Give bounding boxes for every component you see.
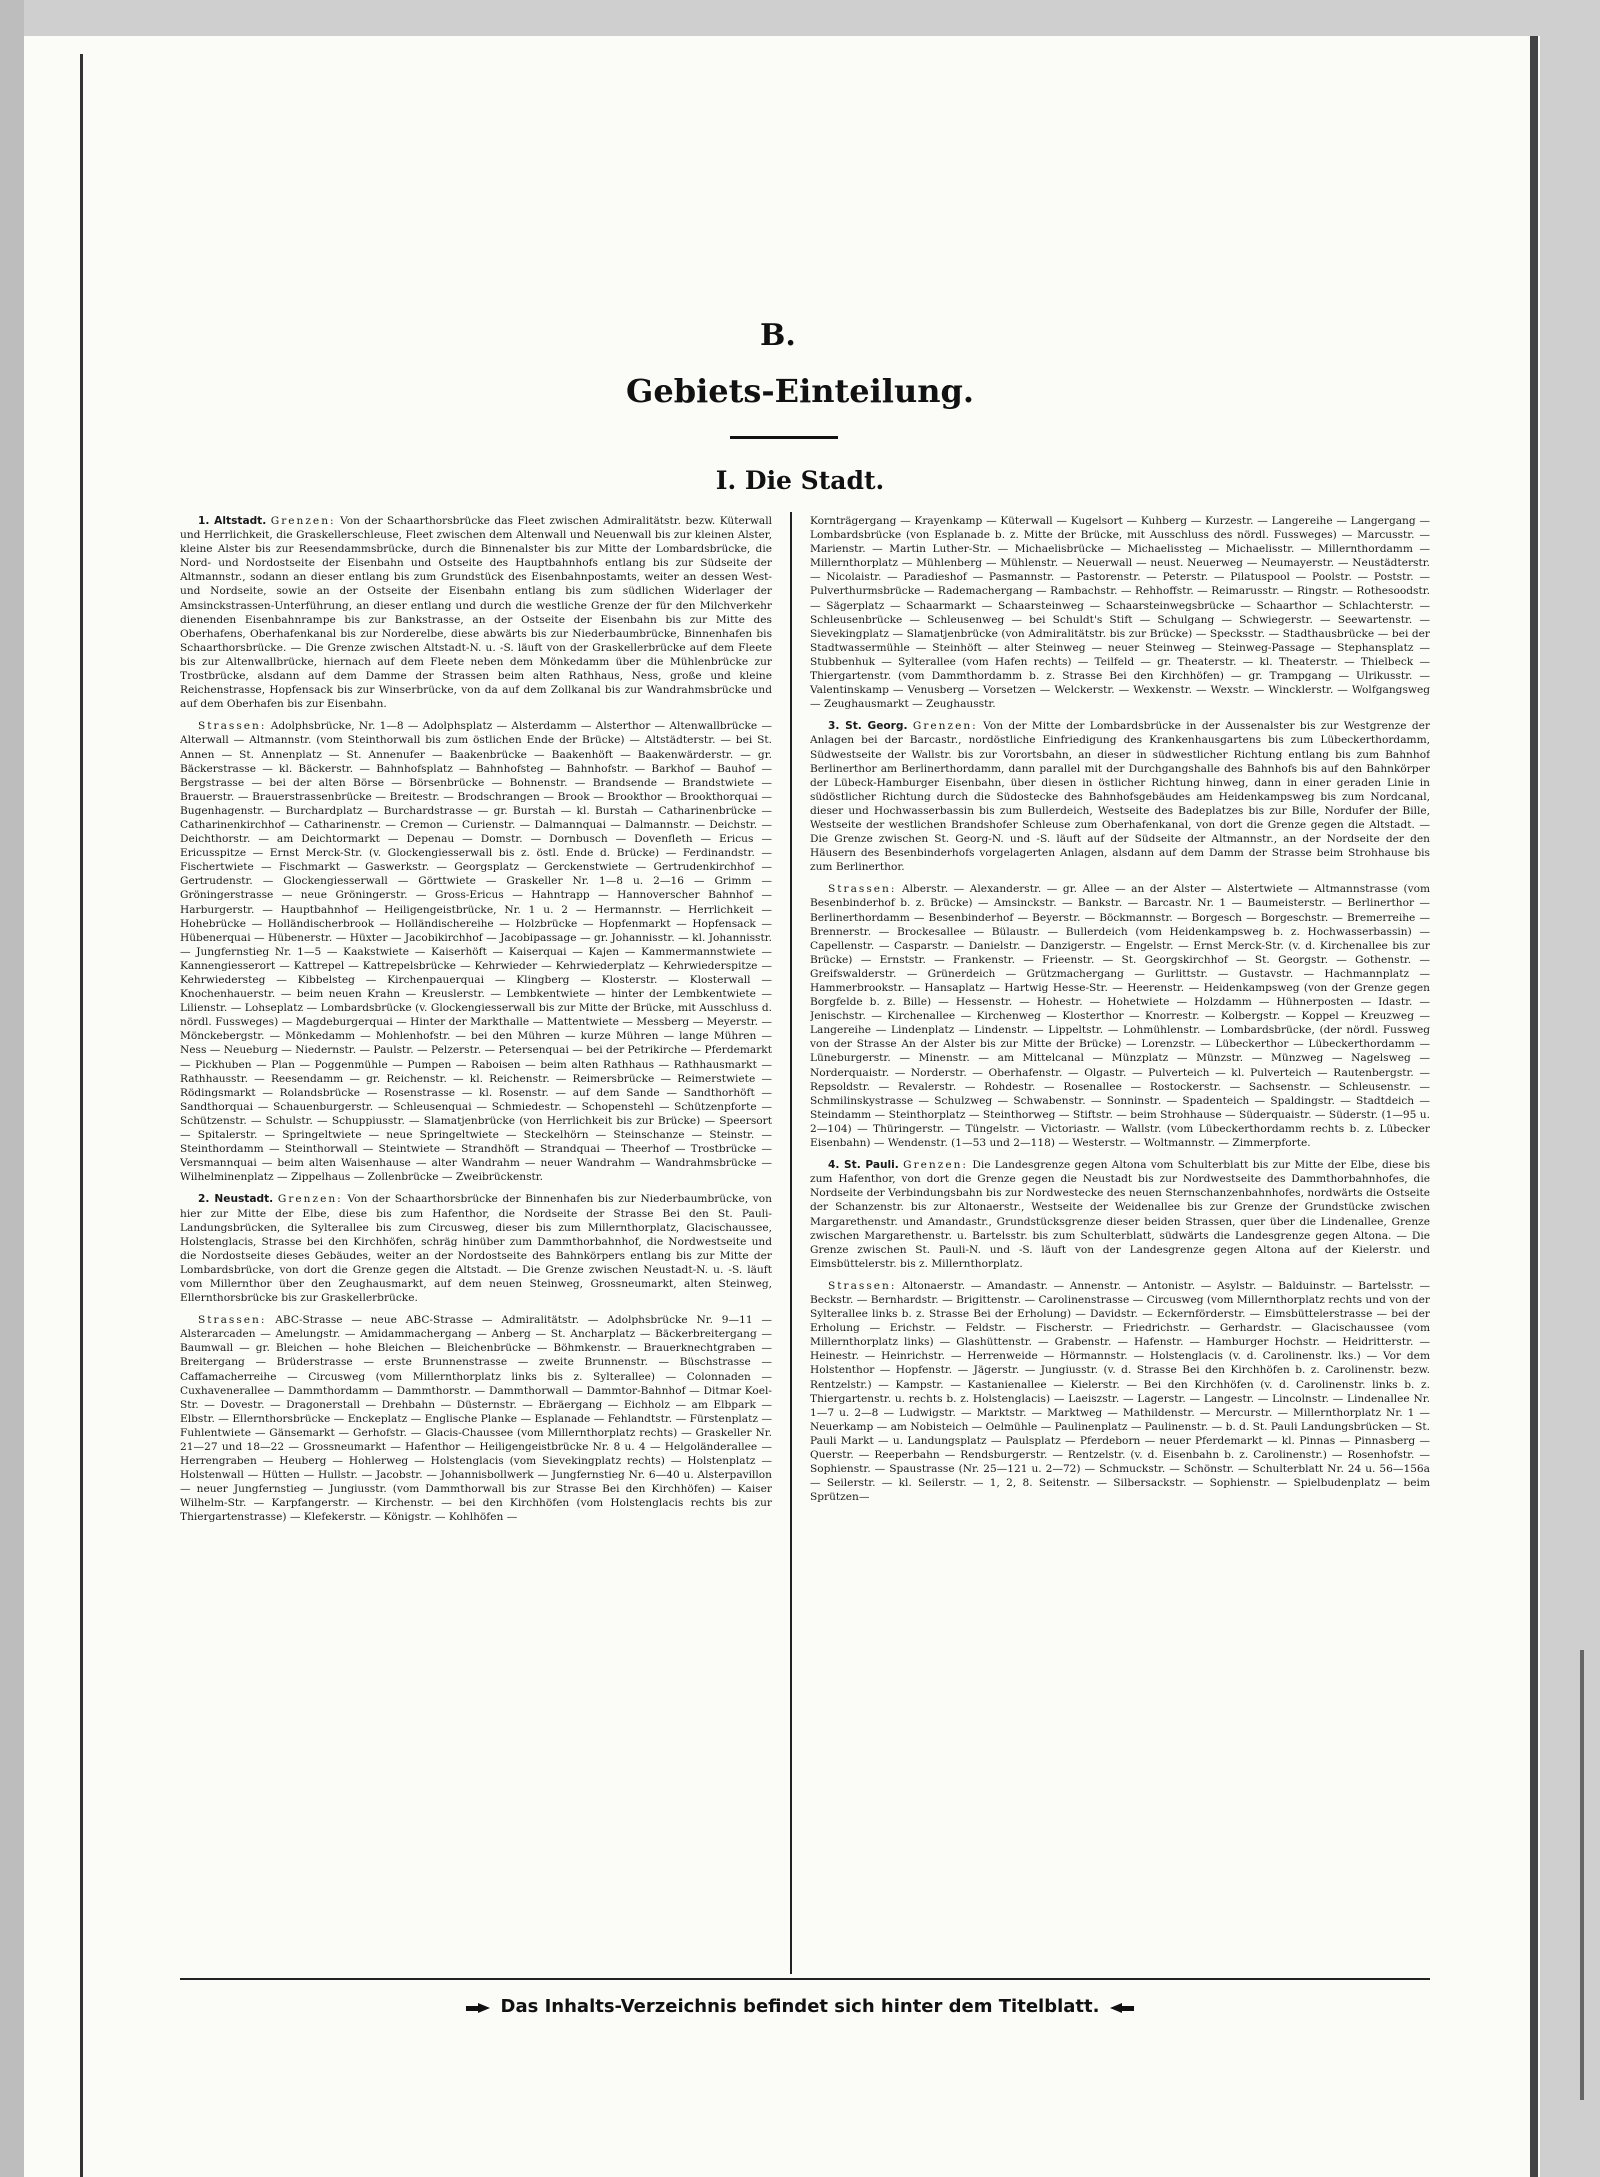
strassen-text: Altonaerstr. — Amandastr. — Annenstr. — Antonistr. — Asylstr. — Balduinstr. — Bartelsstr. — Beckstr. — Bernhardstr. — Brigittenstr. — Carolinenstrasse — Circusweg (vom Millernthorplatz rechts und von der Sylterallee links b. z. Strasse Bei der Erholung) — Davidstr. — Eckernförderstr. — Eimsbüttelerstrasse — bei der Erholung — Erichstr. — Feldstr. — Fischerstr. — Friedrichstr. — Gerhardstr. — Glacischaussee (vom Millernthorplatz links) — Glashüttenstr. — Grabenstr. — Hafenstr. — Hamburger Hochstr. — Heidritterstr. — Heinestr. — Heinrichstr. — Herrenweide — Hörmannstr. — Holstenglacis (v. d. Carolinenstr. lks.) — Vor dem Holstenthor — Hopfenstr. — Jägerstr. — Jungiusstr. (v. d. Strasse Bei den Kirchhöfen b. z. Carolinenstr. bezw. Rentzelstr.) — Kampstr. — Kastanienallee — Kielerstr. — Bei den Kirchhöfen (v. d. Carolinenstr. links b. z. Thiergartenstr. u. rechts b. z. Holstenglacis) — Laeiszstr. — Lagerstr. — Langestr. — Lincolnstr. — Lindenallee Nr. 1—7 u. 2—8 — Ludwigstr. — Marktstr. — Marktweg — Mathildenstr. — Mercurstr. — Millernthorplatz Nr. 1 — Neuerkamp — am Nobisteich — Oelmühle — Paulinenplatz — Paulinenstr. — b. d. St. Pauli Landungsbrücken — St. Pauli Markt — u. Landungsplatz — Paulsplatz — Pferdeborn — neuer Pferdemarkt — kl. Pinnas — Pinnasberg — Querstr. — Reeperbahn — Rendsburgerstr. — Rentzelstr. (v. d. Eisenbahn b. z. Carolinenstr.) — Rosenhofstr. — Sophienstr. — Spaustrasse (Nr. 25—121 u. 2—72) — Schmuckstr. — Schönstr. — Schulterblatt Nr. 24 u. 56—156a — Seilerstr. — kl. Seilerstr. — 1, 2, 8. Seitenstr. — Silbersackstr. — Sophienstr. — Spielbudenplatz — beim Sprützen— — [810, 1279, 1430, 1504]
district-number: 2. Neustadt. — [198, 1193, 274, 1206]
grenzen-text: Die Landesgrenze gegen Altona vom Schulterblatt bis zur Mitte der Elbe, diese bis zum Hafenthor, von dort die Grenze gegen die Neustadt bis zur Nordwestseite des Dammthorbahnhofes, die Nordseite der Verbindungsbahn bis zur Nordwestecke des neuen Sternschanzenbahnhofes, nordwärts die Ostseite der Schanzenstr. bis zur Altonaerstr., Westseite der Weidenallee bis zur Grenze der Grundstücke zwischen Margarethenstr. und Amandastr., Grundstücksgrenze dieser beiden Strassen, quer über die Lindenallee, Grenze zwischen Margarethenstr. u. Bartelsstr. bis zum Schulterblatt, südwärts die Landesgrenze gegen Altona. — Die Grenze zwischen St. Pauli-N. und -S. läuft von der Landesgrenze gegen Altona auf der Kielerstr. und Eimsbüttelerstr. bis z. Millernthorplatz. — [810, 1159, 1430, 1270]
strassen-label: Strassen: — [198, 720, 267, 733]
district-st-georg-grenzen — [810, 719, 1430, 874]
page-border-right — [1530, 36, 1538, 2177]
grenzen-label: Grenzen: — [270, 515, 336, 527]
grenzen-text: Von der Mitte der Lombardsbrücke in der Aussenalster bis zur Westgrenze der Anlagen bei der Barcastr., nordöstliche Einfriedigung des Krankenhausgartens bis zum Lübeckerthordamm, Südwestseite der Wallstr. bis zur Vorortsbahn, an dieser in südwestlicher Richtung entlang bis zum Bahnhof Berlinerthor am Berlinerthordamm, dann parallel mit der Durchgangshalle des Bahnhofs bis auf den Bahnkörper der Lübeck-Hamburger Eisenbahn, über diesen in östlicher Richtung hinweg, dann in einer geraden Linie in südöstlicher Richtung durch die Südostecke des Bahnhofsgebäudes am Heidenkampsweg bis zum Nordcanal, dieser und Hochwasserbassin bis zum Bullerdeich, Westseite des Badeplatzes bis zur Bille, Nordufer der Bille, Westseite der westlichen Brandshofer Schleuse zum Oberhafenkanal, von dort die Grenze gegen die Altstadt. — Die Grenze zwischen St. Georg-N. und -S. läuft auf der Südseite der Altmannstr., an der Nordseite der den Häusern des Besenbinderhofs vorgelagerten Anlagen, alsdann auf dem Damm der Strasse beim Strohhause bis zum Berlinerthor. — [810, 720, 1430, 874]
right-column — [810, 514, 1430, 1974]
grenzen-text: Von der Schaarthorsbrücke das Fleet zwischen Admiralitätstr. bezw. Küterwall und Herrlichkeit, die Graskellerschleuse, Fleet zwischen dem Altenwall und Neuenwall bis zur kleinen Alster, kleine Alster bis zur Reesendammsbrücke, durch die Binnenalster bis zur Mitte der Lombardsbrücke, die Nord- und Nordostseite der Eisenbahn und Ostseite des Hauptbahnhofs entlang bis zur Südseite der Altmannstr., sodann an dieser entlang bis zum Grundstück des Eisenbahnpostamts, weiter an dessen West- und Nordseite, sowie an der Ostseite der Eisenbahn entlang bis zum südlichen Widerlager der Amsinckstrassen-Unterführung, an dieser entlang und durch die westliche Grenze der für den Milchverkehr dienenden Eisenbahnrampe bis zur Bankstrasse, an der Ostseite der Eisenbahn bis zur Mitte des Oberhafens, Oberhafenkanal bis zur Norderelbe, diese abwärts bis zur Niederbaumbrücke, Binnenhafen bis Schaarthorsbrücke. — Die Grenze zwischen Altstadt-N. u. -S. läuft von der Graskellerbrücke auf dem Fleete bis zur Altenwallbrücke, hiernach auf dem Fleete neben dem Mönkedamm über die Mühlenbrücke zur Trostbrücke, alsdann auf dem Damme der Strassen beim alten Rathhaus, Ness, große und kleine Reichenstrasse, Hopfensack bis zur Winserbrücke, von da auf dem Zollkanal bis zur Wandrahmsbrücke und auf dem Oberhafen bis zur Eisenbahn. — [180, 515, 772, 711]
page-title: Gebiets-Einteilung. — [626, 372, 974, 410]
neustadt-strassen-continued — [810, 514, 1430, 711]
footer-note — [0, 1996, 1600, 2017]
left-column — [180, 514, 772, 1974]
grenzen-text: Von der Schaarthorsbrücke der Binnenhafen bis zur Niederbaumbrücke, von hier zur Mitte der Elbe, diese bis zum Hafenthor, die Nordseite der Strasse Bei den St. Pauli-Landungsbrücken, die Sylterallee bis zum Circusweg, dieser bis zum Millernthorplatz, Glacischaussee, Holstenglacis, Strasse bei den Kirchhöfen, schräg hinüber zum Dammthorbahnhof, die Nordwestseite und die Nordostseite dieses Gebäudes, weiter an der Nordostseite des Bahnkörpers entlang bis zur Mitte der Lombardsbrücke, von dort die Grenze gegen die Altstadt. — Die Grenze zwischen Neustadt-N. u. -S. läuft vom Millernthor über den Zeughausmarkt, auf dem neuen Steinweg, Grossneumarkt, alten Steinweg, Ellernthorsbrücke bis zur Graskellerbrücke. — [180, 1193, 772, 1305]
pointing-hand-left-icon — [1106, 2000, 1136, 2014]
scan-left-edge — [0, 0, 24, 2177]
strassen-label: Strassen: — [198, 1314, 267, 1327]
strassen-text: ABC-Strasse — neue ABC-Strasse — Admiralitätstr. — Adolphsbrücke Nr. 9—11 — Alsterarcaden — Amelungstr. — Amidammachergang — Anberg — St. Ancharplatz — Bäckerbreitergang — Baumwall — gr. Bleichen — hohe Bleichen — Bleichenbrücke — Böhmkenstr. — Brauerknechtgraben — Breitergang — Brüderstrasse — erste Brunnenstrasse — zweite Brunnenstr. — Büschstrasse — Caffamacherreihe — Circusweg (vom Millernthorplatz links bis z. Sylterallee) — Colonnaden — Cuxhavenerallee — Dammthordamm — Dammthorstr. — Dammthorwall — Dammtor-Bahnhof — Ditmar Koel-Str. — Dovestr. — Dragonerstall — Drehbahn — Düsternstr. — Ebräergang — Eichholz — am Elbpark — Elbstr. — Ellernthorsbrücke — Enckeplatz — Englische Planke — Esplanade — Fehlandtstr. — Fürstenplatz — Fuhlentwiete — Gänsemarkt — Gerhofstr. — Glacis-Chaussee (vom Millernthorplatz rechts) — Graskeller Nr. 21—27 und 18—22 — Grossneumarkt — Hafenthor — Heiligengeistbrücke Nr. 8 u. 4 — Helgoländerallee — Herrengraben — Heuberg — Hohlerweg — Holstenglacis (vom Sievekingplatz rechts) — Holstenplatz — Holstenwall — Hütten — Hullstr. — Jacobstr. — Johannisbollwerk — Jungfernstieg Nr. 6—40 u. Alsterpavillon — neuer Jungfernstieg — Jungiusstr. (vom Dammthorwall bis zur Strasse Bei den Kirchhöfen) — Kaiser Wilhelm-Str. — Karpfangerstr. — Kirchenstr. — bei den Kirchhöfen (vom Holstenglacis rechts bis zur Thiergartenstrasse) — Klefekerstr. — Königstr. — Kohlhöfen — — [180, 1314, 772, 1524]
strassen-text: Kornträgergang — Krayenkamp — Küterwall — Kugelsort — Kuhberg — Kurzestr. — Langereihe — Langergang — Lombardsbrücke (von Esplanade b. z. Mitte der Brücke, mit Ausschluss des nördl. Fussweges) — Marcusstr. — Marienstr. — Martin Luther-Str. — Michaelisbrücke — Michaelissteg — Michaelisstr. — Millernthordamm — Millernthorplatz — Mühlenberg — Mühlenstr. — Neuerwall — neust. Neuerweg — Neumayerstr. — Neustädterstr. — Nicolaistr. — Paradieshof — Pasmannstr. — Pastorenstr. — Peterstr. — Pilatuspool — Poolstr. — Poststr. — Pulverthurmsbrücke — Rademachergang — Rambachstr. — Rehhoffstr. — Reimarusstr. — Ringstr. — Rothesoodstr. — Sägerplatz — Schaarmarkt — Schaarsteinweg — Schaarsteinwegsbrücke — Schaarthor — Schlachterstr. — Schleusenbrücke — Schleusenweg — bei Schuldt's Stift — Schulgang — Schwiegerstr. — Seewartenstr. — Sievekingplatz — Slamatjenbrücke (von Admiralitätstr. bis zur Brücke) — Specksstr. — Stadthausbrücke — bei der Stadtwassermühle — Steinhöft — alter Steinweg — neuer Steinweg — Steinweg-Passage — Stephansplatz — Stubbenhuk — Sylterallee (vom Hafen rechts) — Teilfeld — gr. Theaterstr. — kl. Theaterstr. — Thielbeck — Thiergartenstr. (vom Dammthordamm b. z. Strasse Bei den Kirchhöfen) — gr. Trampgang — Ulrikusstr. — Valentinskamp — Venusberg — Vorsetzen — Welckerstr. — Wexkenstr. — Wexstr. — Wincklerstr. — Wolfgangsweg — Zeughausmarkt — Zeughausstr. — [810, 515, 1430, 711]
district-neustadt-grenzen — [180, 1192, 772, 1305]
district-st-pauli-grenzen — [810, 1158, 1430, 1271]
strassen-label: Strassen: — [828, 1279, 897, 1292]
district-neustadt-strassen — [180, 1313, 772, 1524]
district-altstadt-grenzen — [180, 514, 772, 711]
district-number: 3. St. Georg. — [828, 720, 908, 733]
page-edge-shadow — [1580, 1650, 1584, 2100]
district-number: 1. Altstadt. — [198, 515, 267, 527]
page-subtitle: I. Die Stadt. — [715, 466, 885, 495]
strassen-text: Alberstr. — Alexanderstr. — gr. Allee — an der Alster — Alstertwiete — Altmannstrasse (vom Besenbinderhof b. z. Brücke) — Amsinckstr. — Bankstr. — Barcastr. Nr. 1 — Baumeisterstr. — Berlinerthor — Berlinerthordamm — Besenbinderhof — Beyerstr. — Böckmannstr. — Borgesch — Borgeschstr. — Bremerreihe — Brennerstr. — Brockesallee — Bülaustr. — Bullerdeich (vom Heidenkampsweg b. z. Hochwasserbassin) — Capellenstr. — Casparstr. — Danielstr. — Danzigerstr. — Engelstr. — Ernst Merck-Str. (v. d. Kirchenallee bis zur Brücke) — Ernststr. — Frankenstr. — Frieenstr. — St. Georgskirchhof — St. Georgstr. — Gothenstr. — Greifswalderstr. — Grünerdeich — Grützmachergang — Gurlittstr. — Gustavstr. — Hachmannplatz — Hammerbrookstr. — Hansaplatz — Hartwig Hesse-Str. — Heerenstr. — Heidenkampsweg (von der Grenze gegen Borgfelde b. z. Bille) — Hessenstr. — Hohestr. — Hohetwiete — Holzdamm — Hühnerposten — Idastr. — Jenischstr. — Kirchenallee — Kirchenweg — Klosterthor — Knorrestr. — Kolbergstr. — Koppel — Kreuzweg — Langereihe — Lindenplatz — Lindenstr. — Lippeltstr. — Lohmühlenstr. — Lombardsbrücke, (der nördl. Fussweg von der Strasse An der Alster bis zur Mitte der Brücke) — Lorenzstr. — Lübeckerthor — Lübeckerthordamm — Lüneburgerstr. — Minenstr. — am Mittelcanal — Münzplatz — Münzstr. — Münzweg — Nagelsweg — Norderquaistr. — Norderstr. — Oberhafenstr. — Olgastr. — Pulverteich — kl. Pulverteich — Rautenbergstr. — Repsoldstr. — Revalerstr. — Rohdestr. — Rosenallee — Rostockerstr. — Sachsenstr. — Schleusenstr. — Schmilinskystrasse — Schulzweg — Schwabenstr. — Sonninstr. — Spadenteich — Spaldingstr. — Stadtdeich — Steindamm — Steinthorplatz — Steinthorweg — Stiftstr. — beim Strohhause — Süderquaistr. — Süderstr. (1—95 u. 2—104) — Thüringerstr. — Tüngelstr. — Victoriastr. — Wallstr. (vom Lübeckerthordamm rechts b. z. Lübecker Eisenbahn) — Wendenstr. (1—53 und 2—118) — Westerstr. — Woltmannstr. — Zimmerpforte. — [810, 883, 1430, 1150]
footer-text: Das Inhalts-Verzeichnis befindet sich hinter dem Titelblatt. — [500, 1996, 1100, 2017]
strassen-label: Strassen: — [828, 883, 897, 896]
grenzen-label: Grenzen: — [277, 1193, 343, 1206]
grenzen-label: Grenzen: — [912, 720, 978, 733]
district-st-pauli-strassen — [810, 1279, 1430, 1505]
footer-rule — [180, 1978, 1430, 1980]
district-st-georg-strassen — [810, 882, 1430, 1150]
title-rule — [730, 436, 838, 439]
pointing-hand-right-icon — [464, 2000, 494, 2014]
district-number: 4. St. Pauli. — [828, 1159, 899, 1172]
section-letter: B. — [760, 318, 796, 353]
grenzen-label: Grenzen: — [903, 1159, 969, 1172]
district-altstadt-strassen — [180, 719, 772, 1184]
strassen-text: Adolphsbrücke, Nr. 1—8 — Adolphsplatz — Alsterdamm — Alsterthor — Altenwallbrücke — Alterwall — Altmannstr. (vom Steinthorwall bis zum östlichen Ende der Brücke) — Altstädterstr. — bei St. Annen — St. Annenplatz — St. Annenufer — Baakenbrücke — Baakenhöft — Baakenwärderstr. — gr. Bäckerstrasse — kl. Bäckerstr. — Bahnhofsplatz — Bahnhofsteg — Bahnhofstr. — Barkhof — Bauhof — Bergstrasse — bei der alten Börse — Börsenbrücke — Bohnenstr. — Brandsende — Brandstwiete — Brauerstr. — Brauerstrassenbrücke — Breitestr. — Brodschrangen — Brook — Brookthor — Brookthorquai — Bugenhagenstr. — Burchardplatz — Burchardstrasse — gr. Burstah — kl. Burstah — Catharinenbrücke — Catharinenkirchhof — Catharinenstr. — Cremon — Curienstr. — Dalmannquai — Dalmannstr. — Deichstr. — Deichthorstr. — am Deichtormarkt — Depenau — Domstr. — Dornbusch — Dovenfleth — Ericus — Ericusspitze — Ernst Merck-Str. (v. Glockengiesserwall bis z. östl. Ende d. Brücke) — Ferdinandstr. — Fischertwiete — Fischmarkt — Gaswerkstr. — Georgsplatz — Gerckenstwiete — Gertrudenkirchhof — Gertrudenstr. — Glockengiesserwall — Görttwiete — Graskeller Nr. 1—8 u. 2—16 — Grimm — Gröningerstrasse — neue Gröningerstr. — Gross-Ericus — Hahntrapp — Hannoverscher Bahnhof — Harburgerstr. — Hauptbahnhof — Heiligengeistbrücke, Nr. 1 u. 2 — Hermannstr. — Herrlichkeit — Hohebrücke — Holländischerbrook — Holländischereihe — Holzbrücke — Hopfenmarkt — Hopfensack — Hübenerquai — Hübenerstr. — Hüxter — Jacobikirchhof — Jacobipassage — gr. Johannisstr. — kl. Johannisstr. — Jungfernstieg Nr. 1—5 — Kaakstwiete — Kaiserhöft — Kaiserquai — Kajen — Kammermannstwiete — Kannengiesserort — Kattrepel — Kattrepelsbrücke — Kehrwieder — Kehrwiederplatz — Kehrwiederspitze — Kehrwiedersteg — Kibbelsteg — Kirchenpauerquai — Klingberg — Klosterstr. — Klosterwall — Knochenhauerstr. — beim neuen Krahn — Kreuslerstr. — Lembkentwiete — hinter der Lembkentwiete — Lilienstr. — Lohseplatz — Lombardsbrücke (v. Glockengiesserwall bis zur Mitte der Brücke, mit Ausschluss d. nördl. Fussweges) — Magdeburgerquai — Hinter der Markthalle — Mattentwiete — Messberg — Meyerstr. — Mönckebergstr. — Mönkedamm — Mohlenhofstr. — bei den Mühren — kurze Mühren — lange Mühren — Ness — Neueburg — Niedernstr. — Paulstr. — Pelzerstr. — Petersenquai — bei der Petrikirche — Pferdemarkt — Pickhuben — Plan — Poggenmühle — Pumpen — Raboisen — beim alten Rathhaus — Rathhausmarkt — Rathhausstr. — Reesendamm — gr. Reichenstr. — kl. Reichenstr. — Reimersbrücke — Reimerstwiete — Rödingsmarkt — Rolandsbrücke — Rosenstrasse — kl. Rosenstr. — auf dem Sande — Sandthorhöft — Sandthorquai — Schauenburgerstr. — Schleusenquai — Schmiedestr. — Schopenstehl — Schützenpforte — Schützenstr. — Schulstr. — Schuppiusstr. — Slamatjenbrücke (von Herrlichkeit bis zur Brücke) — Speersort — Spitalerstr. — Springeltwiete — neue Springeltwiete — Steckelhörn — Steinschanze — Steinstr. — Steinthordamm — Steinthorwall — Steintwiete — Strandhöft — Strandquai — Theerhof — Trostbrücke — Versmannquai — beim alten Waisenhause — alter Wandrahm — neuer Wandrahm — Wandrahmsbrücke — Wilhelminenplatz — Zippelhaus — Zollenbrücke — Zweibrückenstr. — [180, 720, 772, 1184]
column-divider — [790, 512, 792, 1974]
